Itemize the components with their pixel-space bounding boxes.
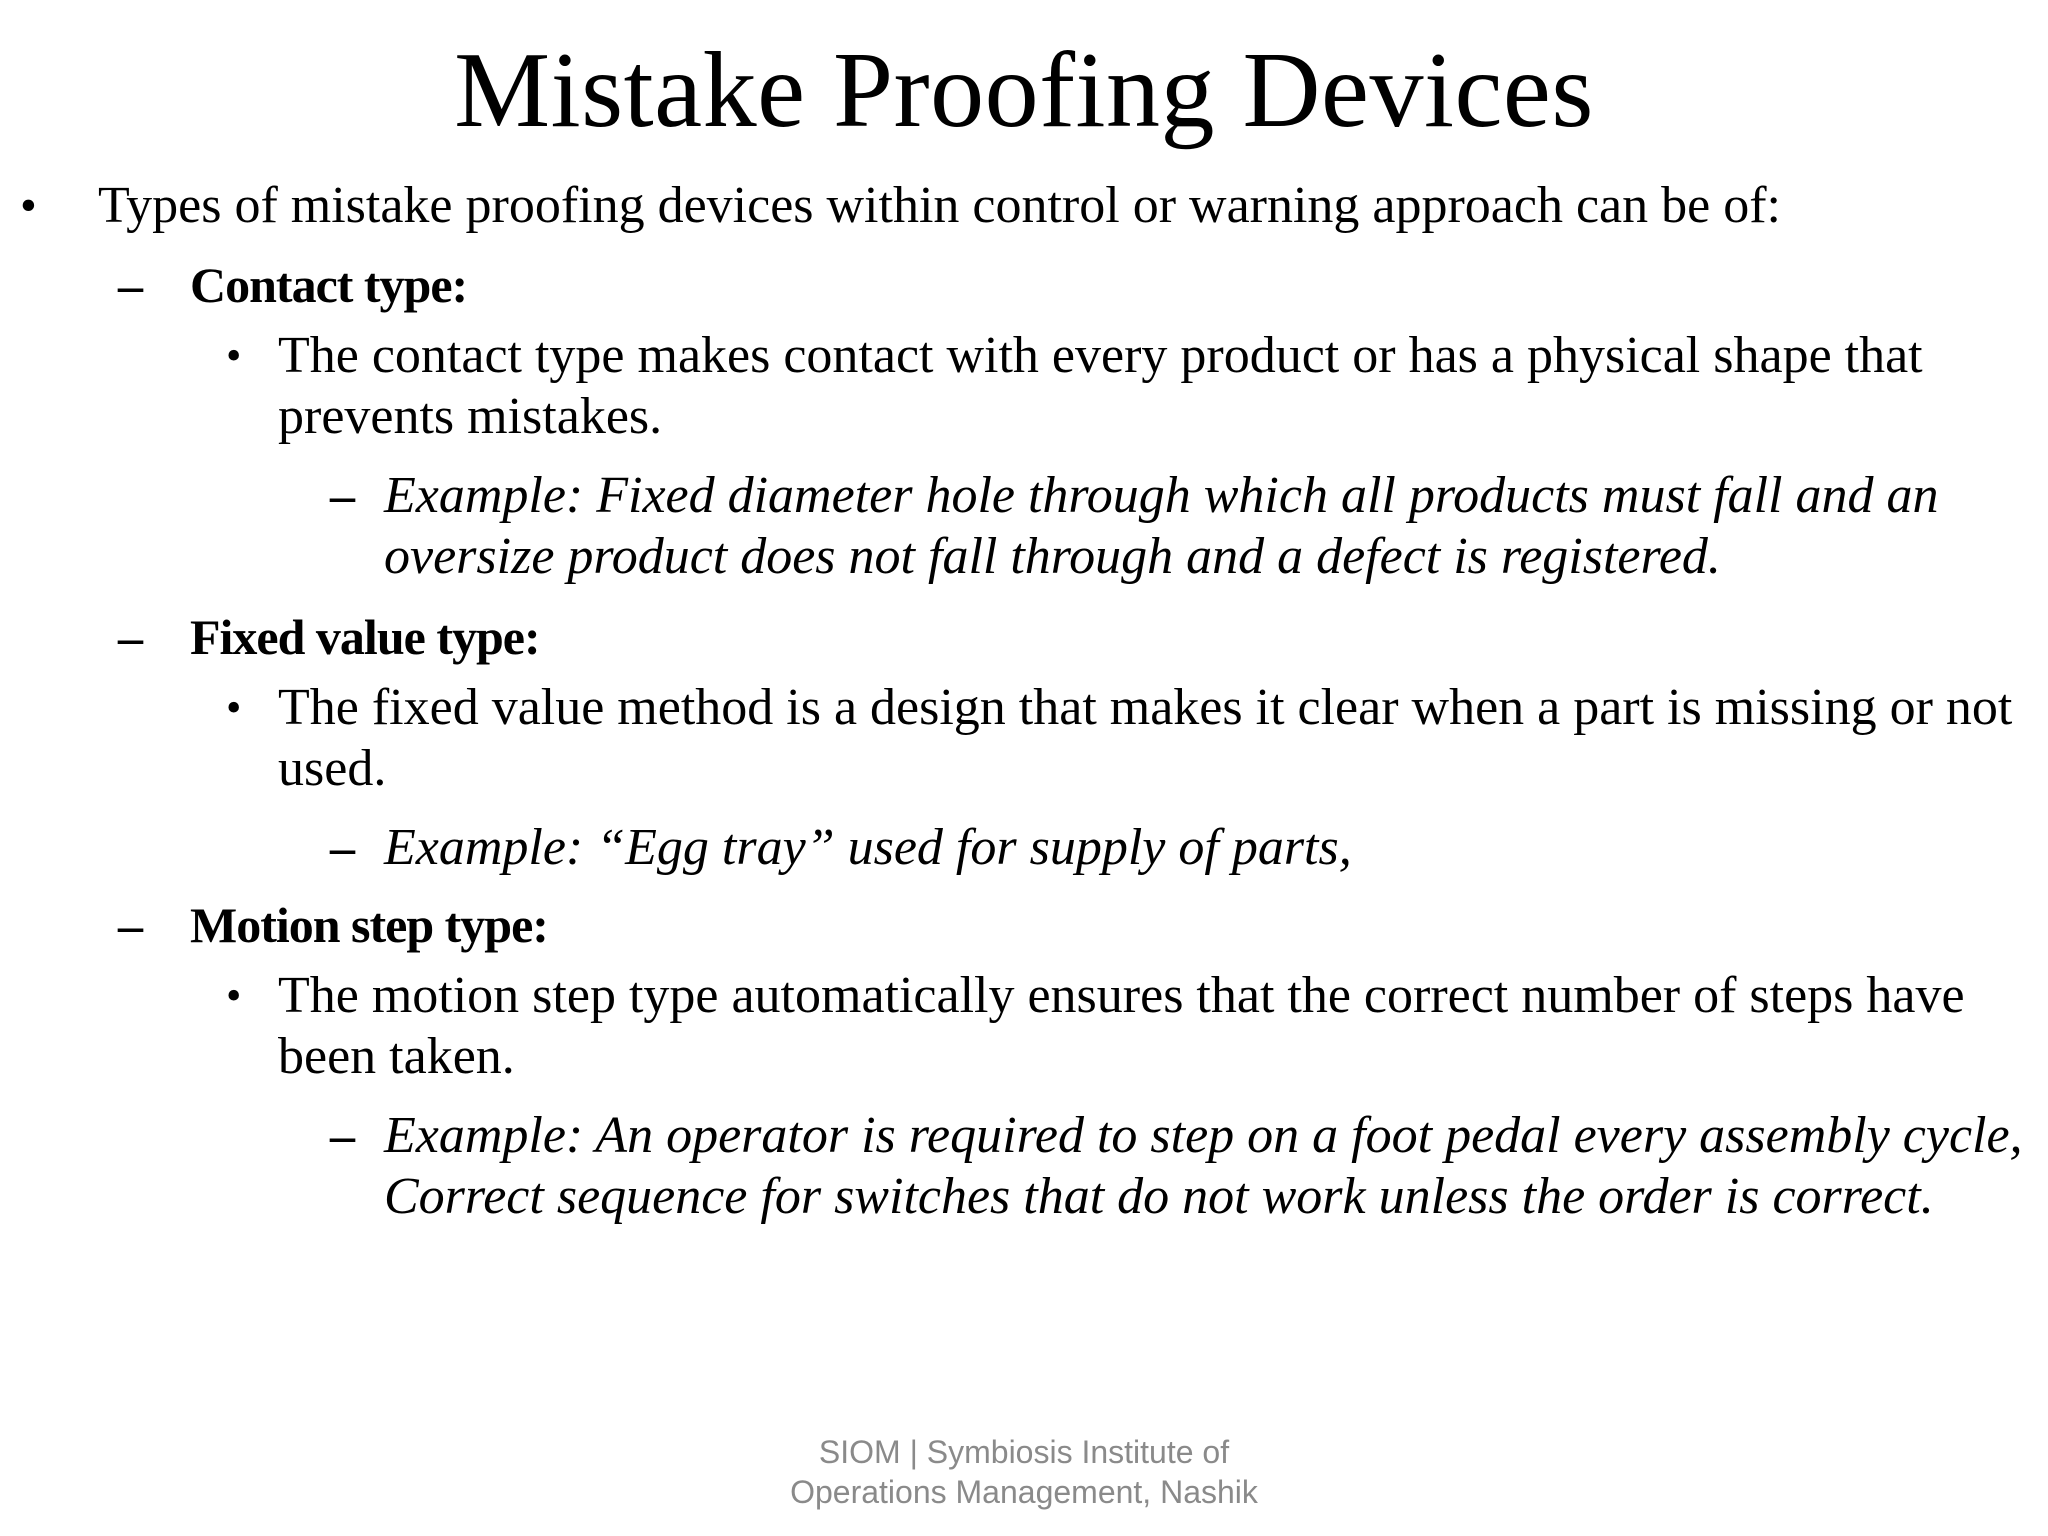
footer-line-2: Operations Management, Nashik	[790, 1474, 1258, 1510]
intro-text: Types of mistake proofing devices within control or warning approach can be of:	[98, 177, 1781, 234]
section-example: Example: An operator is required to step on a foot pedal every assembly cycle, Correct sequence for switches that do not work unless the order is correct.	[384, 1107, 2023, 1225]
dash-marker: –	[330, 467, 355, 523]
bullet-marker: •	[226, 683, 242, 732]
footer	[0, 1432, 2048, 1512]
section-description: The contact type makes contact with every product or has a physical shape that prevents mistakes.	[278, 327, 1923, 445]
dash-marker: –	[330, 819, 355, 875]
bullet-marker: •	[226, 971, 242, 1020]
slide-title: Mistake Proofing Devices	[454, 31, 1594, 150]
dash-marker: –	[118, 897, 143, 953]
dash-marker: –	[118, 257, 143, 313]
footer-line-1: SIOM | Symbiosis Institute of	[818, 1434, 1230, 1470]
section-example: Example: Fixed diameter hole through which all products must fall and an oversize product does not fall through and a defect is registered.	[384, 467, 1939, 585]
dash-marker: –	[330, 1107, 355, 1163]
bullet-marker: •	[20, 179, 37, 232]
section-heading: Fixed value type:	[190, 609, 540, 665]
section-heading: Contact type:	[190, 257, 468, 313]
section-description: The fixed value method is a design that makes it clear when a part is missing or not used.	[278, 679, 2013, 797]
bullet-marker: •	[226, 331, 242, 380]
section-heading: Motion step type:	[190, 897, 548, 953]
section-example: Example: “Egg tray” used for supply of parts,	[384, 819, 1352, 876]
dash-marker: –	[118, 609, 143, 665]
section-description: The motion step type automatically ensures that the correct number of steps have been taken.	[278, 967, 1965, 1085]
